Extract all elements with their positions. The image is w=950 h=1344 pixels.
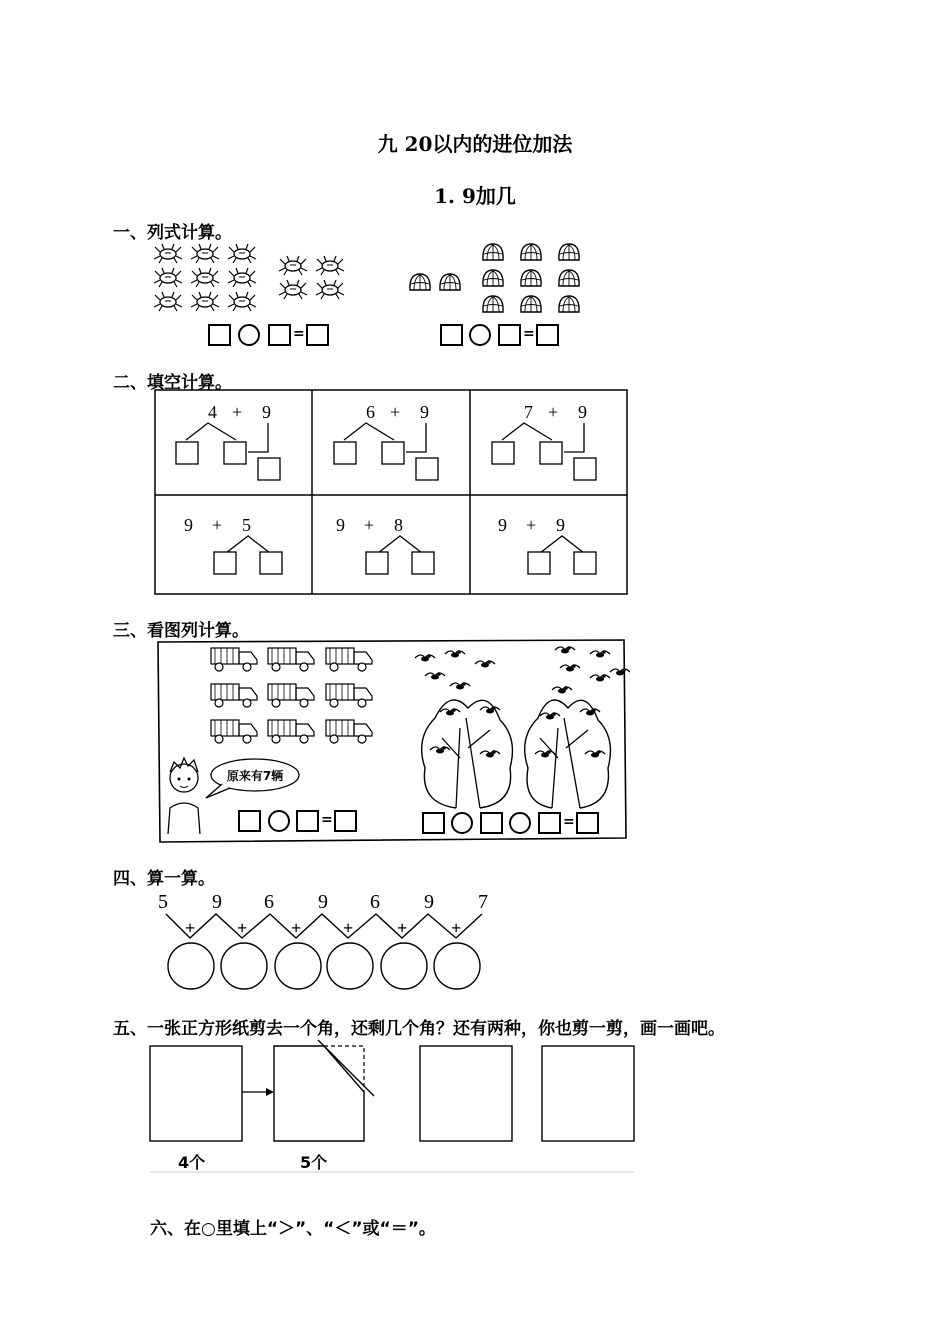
equals-sign: = [523,326,535,342]
chapter-title: 九 20以内的进位加法 [377,132,573,156]
plus-sign: + [212,515,223,535]
answer-box[interactable] [576,812,599,834]
lesson-title: 1. 9加几 [434,184,516,208]
trucks-group [211,648,372,743]
answer-circle[interactable] [168,943,214,989]
operator-circle[interactable] [469,324,491,346]
addend-a: 6 [366,402,375,422]
answer-box[interactable] [528,552,550,574]
equals-sign: = [293,326,305,342]
answer-box[interactable] [334,810,357,832]
answer-box[interactable] [498,324,521,346]
fill-cell-5 [336,515,434,574]
answer-box[interactable] [416,458,438,480]
answer-box[interactable] [334,442,356,464]
addend-b: 9 [262,402,271,422]
section-6-heading: 六、在○里填上“＞”、“＜”或“＝”。 [150,1219,436,1239]
answer-box[interactable] [306,324,329,346]
plus-sign: + [390,402,401,422]
answer-box[interactable] [268,324,291,346]
square-original [150,1046,242,1141]
answer-box[interactable] [538,812,561,834]
addend-a: 9 [498,515,507,535]
answer-box[interactable] [536,324,559,346]
chain-number: 9 [212,891,222,913]
answer-box[interactable] [440,324,463,346]
chain-number: 9 [318,891,328,913]
addend-b: 9 [556,515,565,535]
addend-b: 9 [420,402,429,422]
chain-number: 6 [370,891,380,913]
operator-circle[interactable] [268,810,290,832]
corner-count-label: 5个 [300,1153,328,1172]
answer-box[interactable] [480,812,503,834]
square-blank[interactable] [420,1046,512,1141]
plus-sign: + [526,515,537,535]
plus-sign: + [364,515,375,535]
fill-cell-3 [492,402,596,480]
addend-b: 8 [394,515,403,535]
fill-in-grid [150,388,630,598]
addend-a: 4 [208,402,217,422]
answer-box[interactable] [492,442,514,464]
boy-illustration [168,758,200,834]
answer-box[interactable] [382,442,404,464]
addend-a: 9 [184,515,193,535]
answer-box[interactable] [574,458,596,480]
chain-number: 5 [158,891,168,913]
plus-sign: + [343,918,354,938]
trees-group [422,700,611,808]
section-2-heading: 二、填空计算。 [113,373,232,393]
plus-sign: + [397,918,408,938]
square-blank[interactable] [542,1046,634,1141]
section-3-heading: 三、看图列计算。 [113,621,249,641]
shell-illustration [405,240,595,320]
plus-sign: + [185,918,196,938]
answer-box[interactable] [422,812,445,834]
addition-chain [150,886,500,996]
answer-box[interactable] [176,442,198,464]
operator-circle[interactable] [451,812,473,834]
fill-cell-4 [184,515,282,574]
fill-cell-6 [498,515,596,574]
answer-box[interactable] [366,552,388,574]
speech-bubble-text: 原来有7辆 [226,769,284,783]
answer-box[interactable] [296,810,319,832]
answer-box[interactable] [224,442,246,464]
operator-circle[interactable] [509,812,531,834]
addend-b: 5 [242,515,251,535]
fill-cell-2 [334,402,438,480]
addend-a: 7 [524,402,533,422]
crab-illustration [150,240,370,320]
chain-number: 6 [264,891,274,913]
addend-b: 9 [578,402,587,422]
addend-a: 9 [336,515,345,535]
answer-box[interactable] [574,552,596,574]
plus-sign: + [548,402,559,422]
square-cut [274,1046,364,1141]
answer-box[interactable] [540,442,562,464]
answer-circle[interactable] [275,943,321,989]
answer-circle[interactable] [381,943,427,989]
answer-circle[interactable] [327,943,373,989]
answer-box[interactable] [258,458,280,480]
fill-cell-1 [176,402,280,480]
corner-count-label: 4个 [178,1153,206,1172]
equals-sign: = [321,812,333,828]
square-cut-figures [140,1038,650,1178]
plus-sign: + [237,918,248,938]
answer-circle[interactable] [221,943,267,989]
section-4-heading: 四、算一算。 [113,869,215,889]
chain-number: 9 [424,891,434,913]
answer-circle[interactable] [434,943,480,989]
answer-box[interactable] [260,552,282,574]
section-1-heading: 一、列式计算。 [113,223,232,243]
answer-box[interactable] [214,552,236,574]
chain-number: 7 [478,891,488,913]
plus-sign: + [291,918,302,938]
answer-box[interactable] [238,810,261,832]
plus-sign: + [451,918,462,938]
answer-box[interactable] [412,552,434,574]
answer-box[interactable] [208,324,231,346]
section-5-heading: 五、一张正方形纸剪去一个角，还剩几个角？还有两种，你也剪一剪，画一画吧。 [113,1019,725,1039]
equals-sign: = [563,814,575,830]
operator-circle[interactable] [238,324,260,346]
plus-sign: + [232,402,243,422]
